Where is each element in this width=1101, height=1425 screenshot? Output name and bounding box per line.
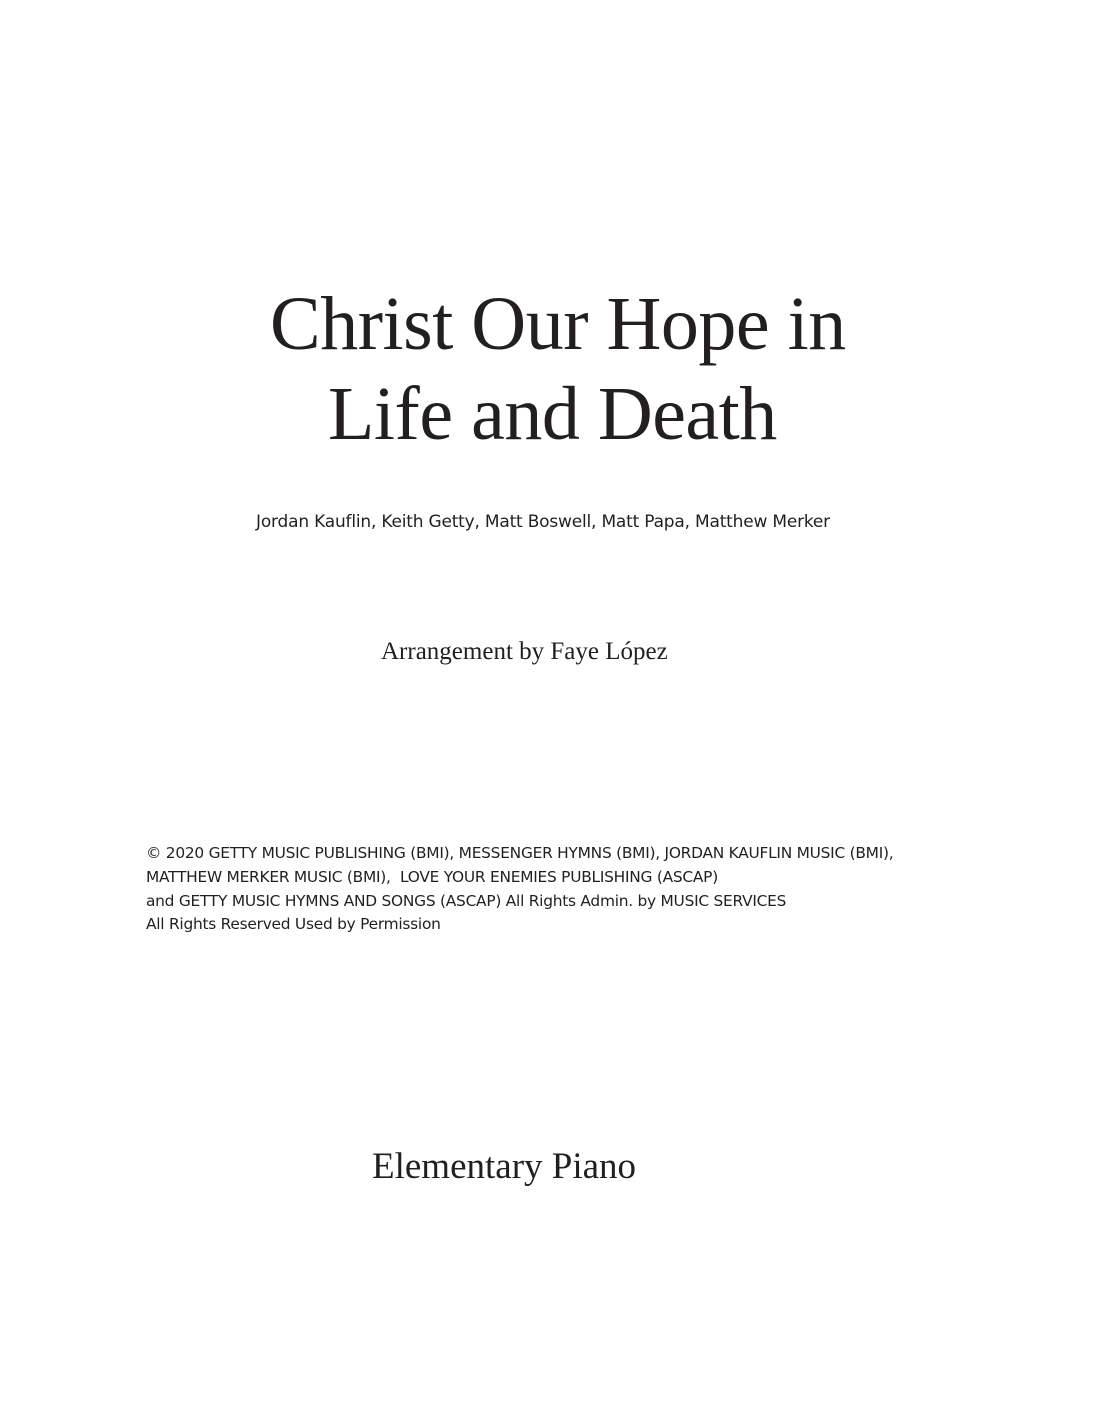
composers-credit: Jordan Kauflin, Keith Getty, Matt Boswell, Matt Papa, Matthew Merker xyxy=(256,512,830,532)
arranger-credit: Arrangement by Faye López xyxy=(381,638,668,665)
copyright-line: All Rights Reserved Used by Permission xyxy=(146,915,441,934)
instrument-label: Elementary Piano xyxy=(372,1146,637,1187)
copyright-line: MATTHEW MERKER MUSIC (BMI), LOVE YOUR ENEMIES PUBLISHING (ASCAP) xyxy=(146,867,718,886)
copyright-notice xyxy=(146,842,893,937)
title-line-1: Christ Our Hope in xyxy=(270,282,846,366)
copyright-line: and GETTY MUSIC HYMNS AND SONGS (ASCAP) All Rights Admin. by MUSIC SERVICES xyxy=(146,891,787,910)
copyright-line: © 2020 GETTY MUSIC PUBLISHING (BMI), MESSENGER HYMNS (BMI), JORDAN KAUFLIN MUSIC (BMI), xyxy=(146,844,894,862)
title-line-2: Life and Death xyxy=(328,372,777,456)
